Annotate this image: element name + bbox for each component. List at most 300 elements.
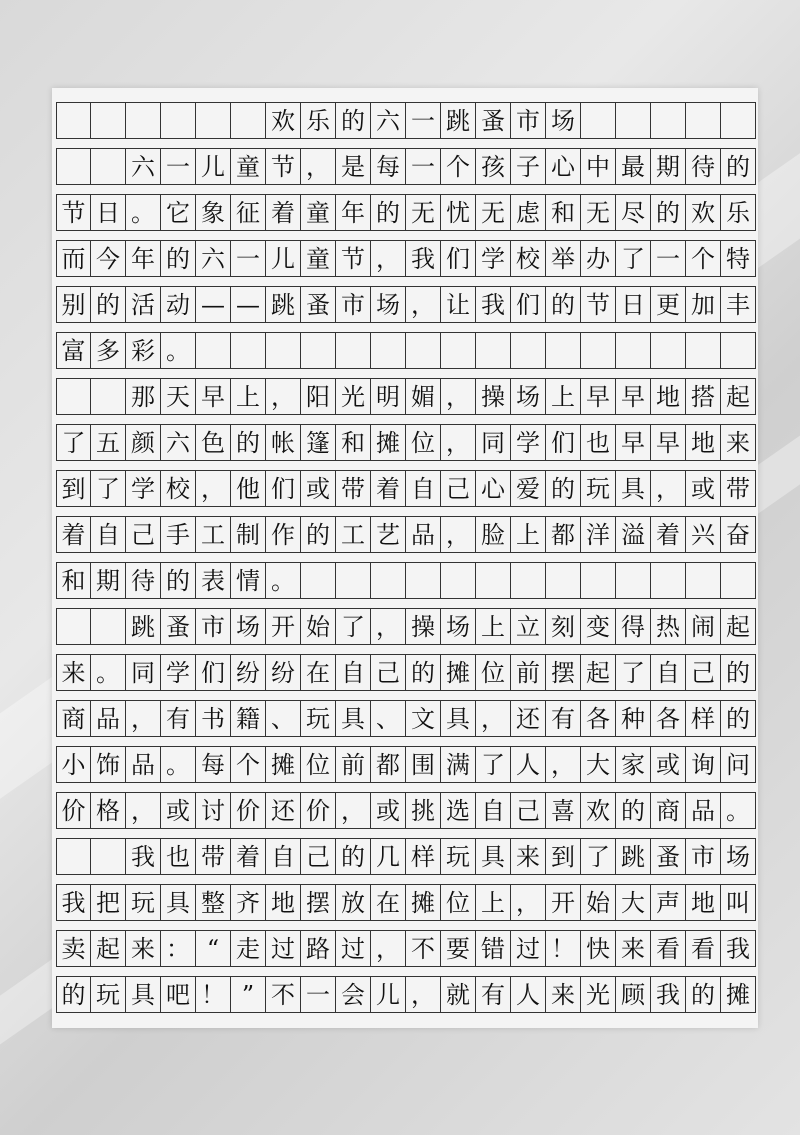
- grid-char: 操: [406, 609, 441, 644]
- grid-char: ：: [161, 931, 196, 966]
- grid-char: 早: [616, 379, 651, 414]
- grid-cell-empty: [651, 333, 686, 368]
- grid-char: 着: [231, 839, 266, 874]
- grid-char: ，: [336, 793, 371, 828]
- grid-row: [56, 930, 756, 967]
- grid-char: 带: [196, 839, 231, 874]
- grid-char: ，: [651, 471, 686, 506]
- grid-char: 六: [161, 425, 196, 460]
- grid-char: 。: [721, 793, 756, 828]
- grid-char: 人: [511, 747, 546, 782]
- grid-char: 尽: [616, 195, 651, 230]
- grid-char: ，: [406, 977, 441, 1012]
- grid-char: 童: [301, 241, 336, 276]
- grid-row: [56, 378, 756, 415]
- grid-char: 自: [476, 793, 511, 828]
- grid-cell-empty: [511, 563, 546, 598]
- grid-char: 闹: [686, 609, 721, 644]
- grid-char: 市: [686, 839, 721, 874]
- grid-cell-empty: [721, 333, 756, 368]
- grid-char: 奋: [721, 517, 756, 552]
- grid-cell-empty: [196, 103, 231, 138]
- grid-char: 摆: [546, 655, 581, 690]
- grid-char: 我: [476, 287, 511, 322]
- grid-char: 始: [301, 609, 336, 644]
- grid-cell-empty: [406, 563, 441, 598]
- grid-char: 籍: [231, 701, 266, 736]
- grid-char: 学: [476, 241, 511, 276]
- grid-char: 己: [686, 655, 721, 690]
- grid-char: 日: [616, 287, 651, 322]
- grid-cell-empty: [371, 333, 406, 368]
- grid-char: 前: [511, 655, 546, 690]
- grid-char: 还: [266, 793, 301, 828]
- grid-char: 开: [266, 609, 301, 644]
- grid-char: 了: [581, 839, 616, 874]
- grid-char: 玩: [581, 471, 616, 506]
- grid-cell-empty: [616, 563, 651, 598]
- grid-char: 种: [616, 701, 651, 736]
- grid-cell-empty: [91, 609, 126, 644]
- grid-char: 得: [616, 609, 651, 644]
- grid-char: 品: [91, 701, 126, 736]
- grid-char: 校: [161, 471, 196, 506]
- grid-char: 场: [441, 609, 476, 644]
- grid-char: 变: [581, 609, 616, 644]
- grid-char: 情: [231, 563, 266, 598]
- composition-sheet: [52, 88, 758, 1028]
- grid-char: 市: [511, 103, 546, 138]
- grid-row: [56, 286, 756, 323]
- grid-char: 位: [441, 885, 476, 920]
- grid-char: 们: [441, 241, 476, 276]
- grid-cell-empty: [56, 839, 91, 874]
- grid-cell-empty: [301, 563, 336, 598]
- writing-grid: [56, 102, 756, 1022]
- grid-char: 自: [266, 839, 301, 874]
- grid-char: 也: [161, 839, 196, 874]
- grid-char: 看: [686, 931, 721, 966]
- grid-char: 在: [301, 655, 336, 690]
- grid-char: 摊: [266, 747, 301, 782]
- grid-char: 了: [336, 609, 371, 644]
- grid-char: 或: [371, 793, 406, 828]
- grid-char: 征: [231, 195, 266, 230]
- grid-char: 六: [126, 149, 161, 184]
- grid-char: 人: [511, 977, 546, 1012]
- grid-cell-empty: [651, 103, 686, 138]
- grid-char: ，: [371, 931, 406, 966]
- grid-row: [56, 976, 756, 1013]
- grid-char: 都: [546, 517, 581, 552]
- grid-char: 起: [721, 609, 756, 644]
- grid-char: 天: [161, 379, 196, 414]
- grid-char: 起: [91, 931, 126, 966]
- grid-char: 的: [91, 287, 126, 322]
- grid-char: 到: [546, 839, 581, 874]
- grid-char: 几: [371, 839, 406, 874]
- grid-cell-empty: [476, 333, 511, 368]
- grid-char: 表: [196, 563, 231, 598]
- grid-char: 跳: [616, 839, 651, 874]
- grid-char: 不: [266, 977, 301, 1012]
- grid-char: ，: [441, 379, 476, 414]
- grid-char: 蚤: [161, 609, 196, 644]
- grid-char: 操: [476, 379, 511, 414]
- grid-char: 或: [686, 471, 721, 506]
- grid-char: 办: [581, 241, 616, 276]
- grid-char: 个: [686, 241, 721, 276]
- grid-char: 会: [336, 977, 371, 1012]
- grid-char: 开: [546, 885, 581, 920]
- grid-char: 个: [441, 149, 476, 184]
- grid-char: 把: [91, 885, 126, 920]
- grid-char: 了: [476, 747, 511, 782]
- grid-char: 那: [126, 379, 161, 414]
- grid-char: 或: [301, 471, 336, 506]
- grid-char: 跳: [126, 609, 161, 644]
- grid-char: 有: [161, 701, 196, 736]
- grid-char: 位: [301, 747, 336, 782]
- grid-char: 的: [546, 471, 581, 506]
- grid-cell-empty: [91, 839, 126, 874]
- grid-char: —: [231, 287, 266, 322]
- grid-char: 儿: [266, 241, 301, 276]
- grid-char: 不: [406, 931, 441, 966]
- grid-char: 乐: [301, 103, 336, 138]
- grid-char: ，: [371, 241, 406, 276]
- grid-cell-empty: [721, 563, 756, 598]
- grid-char: 跳: [266, 287, 301, 322]
- grid-cell-empty: [441, 333, 476, 368]
- grid-char: 喜: [546, 793, 581, 828]
- grid-char: 溢: [616, 517, 651, 552]
- grid-char: 每: [371, 149, 406, 184]
- grid-char: 上: [476, 885, 511, 920]
- grid-char: 们: [511, 287, 546, 322]
- grid-char: 家: [616, 747, 651, 782]
- grid-char: 日: [91, 195, 126, 230]
- grid-char: ，: [266, 379, 301, 414]
- grid-char: 来: [616, 931, 651, 966]
- grid-char: 各: [651, 701, 686, 736]
- grid-char: 场: [231, 609, 266, 644]
- grid-char: 五: [91, 425, 126, 460]
- grid-char: 节: [56, 195, 91, 230]
- grid-char: 学: [126, 471, 161, 506]
- grid-char: 声: [651, 885, 686, 920]
- grid-char: 带: [336, 471, 371, 506]
- grid-cell-empty: [616, 333, 651, 368]
- grid-char: ！: [196, 977, 231, 1012]
- grid-char: 品: [686, 793, 721, 828]
- grid-char: 上: [476, 609, 511, 644]
- grid-char: 们: [546, 425, 581, 460]
- grid-cell-empty: [126, 103, 161, 138]
- grid-char: 、: [266, 701, 301, 736]
- grid-char: 光: [336, 379, 371, 414]
- grid-char: 玩: [91, 977, 126, 1012]
- grid-char: 活: [126, 287, 161, 322]
- grid-char: ”: [231, 977, 266, 1012]
- grid-cell-empty: [721, 103, 756, 138]
- grid-char: 地: [686, 425, 721, 460]
- grid-char: 加: [686, 287, 721, 322]
- grid-char: ，: [476, 701, 511, 736]
- grid-cell-empty: [581, 333, 616, 368]
- grid-char: 每: [196, 747, 231, 782]
- grid-cell-empty: [476, 563, 511, 598]
- grid-char: 我: [406, 241, 441, 276]
- grid-char: 篷: [301, 425, 336, 460]
- grid-char: ，: [126, 701, 161, 736]
- grid-char: 节: [336, 241, 371, 276]
- grid-char: 六: [196, 241, 231, 276]
- grid-char: 玩: [441, 839, 476, 874]
- grid-char: 己: [126, 517, 161, 552]
- grid-char: 和: [56, 563, 91, 598]
- grid-char: 在: [371, 885, 406, 920]
- grid-char: 市: [336, 287, 371, 322]
- grid-cell-empty: [56, 149, 91, 184]
- grid-char: 欢: [581, 793, 616, 828]
- grid-char: ，: [441, 425, 476, 460]
- grid-char: 来: [721, 425, 756, 460]
- grid-char: 大: [581, 747, 616, 782]
- grid-cell-empty: [196, 333, 231, 368]
- grid-char: 大: [616, 885, 651, 920]
- grid-cell-empty: [371, 563, 406, 598]
- grid-char: 学: [511, 425, 546, 460]
- grid-char: 一: [406, 149, 441, 184]
- grid-char: 的: [231, 425, 266, 460]
- grid-char: 都: [371, 747, 406, 782]
- grid-cell-empty: [56, 379, 91, 414]
- grid-char: 的: [721, 655, 756, 690]
- grid-cell-empty: [581, 103, 616, 138]
- grid-char: 上: [511, 517, 546, 552]
- grid-char: 同: [126, 655, 161, 690]
- grid-char: 始: [581, 885, 616, 920]
- grid-row: [56, 884, 756, 921]
- grid-char: ，: [371, 609, 406, 644]
- grid-char: 举: [546, 241, 581, 276]
- grid-char: 我: [56, 885, 91, 920]
- grid-char: 商: [651, 793, 686, 828]
- grid-char: 早: [196, 379, 231, 414]
- grid-char: 摊: [721, 977, 756, 1012]
- grid-char: 儿: [196, 149, 231, 184]
- grid-cell-empty: [546, 563, 581, 598]
- grid-char: 乐: [721, 195, 756, 230]
- grid-row: [56, 562, 756, 599]
- grid-char: 了: [91, 471, 126, 506]
- grid-char: 制: [231, 517, 266, 552]
- grid-char: 摊: [441, 655, 476, 690]
- grid-char: 待: [686, 149, 721, 184]
- grid-char: 立: [511, 609, 546, 644]
- grid-char: 整: [196, 885, 231, 920]
- grid-char: 样: [406, 839, 441, 874]
- grid-char: 待: [126, 563, 161, 598]
- grid-char: 色: [196, 425, 231, 460]
- grid-char: 或: [651, 747, 686, 782]
- grid-row: [56, 608, 756, 645]
- grid-char: 无: [476, 195, 511, 230]
- grid-cell-empty: [686, 333, 721, 368]
- grid-char: 。: [91, 655, 126, 690]
- grid-char: 己: [301, 839, 336, 874]
- grid-char: 有: [476, 977, 511, 1012]
- grid-char: 的: [686, 977, 721, 1012]
- grid-char: 象: [196, 195, 231, 230]
- grid-char: 上: [231, 379, 266, 414]
- grid-char: 童: [301, 195, 336, 230]
- grid-char: 摊: [371, 425, 406, 460]
- grid-char: 的: [721, 149, 756, 184]
- grid-char: 市: [196, 609, 231, 644]
- grid-char: 还: [511, 701, 546, 736]
- grid-char: 看: [651, 931, 686, 966]
- grid-char: 最: [616, 149, 651, 184]
- grid-cell-empty: [231, 333, 266, 368]
- grid-char: 年: [336, 195, 371, 230]
- grid-char: 期: [91, 563, 126, 598]
- grid-char: 节: [581, 287, 616, 322]
- grid-cell-empty: [91, 103, 126, 138]
- grid-char: 期: [651, 149, 686, 184]
- grid-char: 来: [126, 931, 161, 966]
- grid-char: 了: [616, 241, 651, 276]
- grid-char: 脸: [476, 517, 511, 552]
- grid-char: 场: [511, 379, 546, 414]
- grid-char: 过: [511, 931, 546, 966]
- grid-row: [56, 792, 756, 829]
- grid-cell-empty: [441, 563, 476, 598]
- grid-char: 。: [161, 747, 196, 782]
- grid-char: 己: [441, 471, 476, 506]
- grid-row: [56, 746, 756, 783]
- grid-char: 的: [546, 287, 581, 322]
- grid-char: 一: [651, 241, 686, 276]
- grid-char: 忧: [441, 195, 476, 230]
- grid-char: 书: [196, 701, 231, 736]
- grid-char: 问: [721, 747, 756, 782]
- grid-cell-empty: [616, 103, 651, 138]
- grid-char: 格: [91, 793, 126, 828]
- grid-char: 来: [56, 655, 91, 690]
- grid-char: 放: [336, 885, 371, 920]
- grid-char: ，: [441, 517, 476, 552]
- grid-cell-empty: [336, 563, 371, 598]
- grid-char: 场: [371, 287, 406, 322]
- grid-row: [56, 654, 756, 691]
- grid-char: 价: [231, 793, 266, 828]
- grid-char: 孩: [476, 149, 511, 184]
- grid-char: ，: [126, 793, 161, 828]
- grid-cell-empty: [546, 333, 581, 368]
- grid-char: 蚤: [301, 287, 336, 322]
- grid-char: 他: [231, 471, 266, 506]
- grid-char: 带: [721, 471, 756, 506]
- grid-char: 而: [56, 241, 91, 276]
- grid-char: 或: [161, 793, 196, 828]
- grid-char: 节: [266, 149, 301, 184]
- grid-cell-empty: [231, 103, 266, 138]
- grid-char: 具: [336, 701, 371, 736]
- grid-char: 着: [266, 195, 301, 230]
- grid-cell-empty: [91, 149, 126, 184]
- grid-char: 热: [651, 609, 686, 644]
- grid-char: 它: [161, 195, 196, 230]
- grid-char: ，: [196, 471, 231, 506]
- grid-char: 错: [476, 931, 511, 966]
- grid-char: 卖: [56, 931, 91, 966]
- grid-char: 作: [266, 517, 301, 552]
- grid-char: 学: [161, 655, 196, 690]
- title-row: [56, 102, 756, 139]
- grid-char: 各: [581, 701, 616, 736]
- grid-char: 纷: [231, 655, 266, 690]
- grid-char: 到: [56, 471, 91, 506]
- grid-char: 无: [581, 195, 616, 230]
- grid-char: 前: [336, 747, 371, 782]
- grid-char: 阳: [301, 379, 336, 414]
- grid-char: 早: [581, 379, 616, 414]
- grid-char: 一: [301, 977, 336, 1012]
- grid-char: 蚤: [651, 839, 686, 874]
- grid-char: 具: [441, 701, 476, 736]
- grid-char: 欢: [266, 103, 301, 138]
- grid-char: 年: [126, 241, 161, 276]
- grid-char: 的: [161, 241, 196, 276]
- grid-char: 挑: [406, 793, 441, 828]
- grid-char: 有: [546, 701, 581, 736]
- grid-cell-empty: [301, 333, 336, 368]
- grid-char: 文: [406, 701, 441, 736]
- grid-char: 摊: [406, 885, 441, 920]
- grid-char: 来: [546, 977, 581, 1012]
- grid-char: 颜: [126, 425, 161, 460]
- grid-char: 工: [336, 517, 371, 552]
- grid-char: 的: [721, 701, 756, 736]
- grid-char: 。: [266, 563, 301, 598]
- grid-char: 我: [651, 977, 686, 1012]
- grid-cell-empty: [56, 609, 91, 644]
- grid-char: 起: [581, 655, 616, 690]
- grid-char: 子: [511, 149, 546, 184]
- grid-char: 玩: [126, 885, 161, 920]
- grid-char: 爱: [511, 471, 546, 506]
- grid-char: 上: [546, 379, 581, 414]
- grid-char: 六: [371, 103, 406, 138]
- grid-char: 个: [231, 747, 266, 782]
- grid-char: 帐: [266, 425, 301, 460]
- grid-char: 样: [686, 701, 721, 736]
- grid-char: 叫: [721, 885, 756, 920]
- grid-row: [56, 240, 756, 277]
- grid-char: 们: [196, 655, 231, 690]
- grid-char: 位: [406, 425, 441, 460]
- grid-char: 玩: [301, 701, 336, 736]
- grid-char: 彩: [126, 333, 161, 368]
- grid-char: —: [196, 287, 231, 322]
- grid-char: 小: [56, 747, 91, 782]
- grid-char: 多: [91, 333, 126, 368]
- grid-row: [56, 424, 756, 461]
- grid-char: 。: [161, 333, 196, 368]
- grid-char: 今: [91, 241, 126, 276]
